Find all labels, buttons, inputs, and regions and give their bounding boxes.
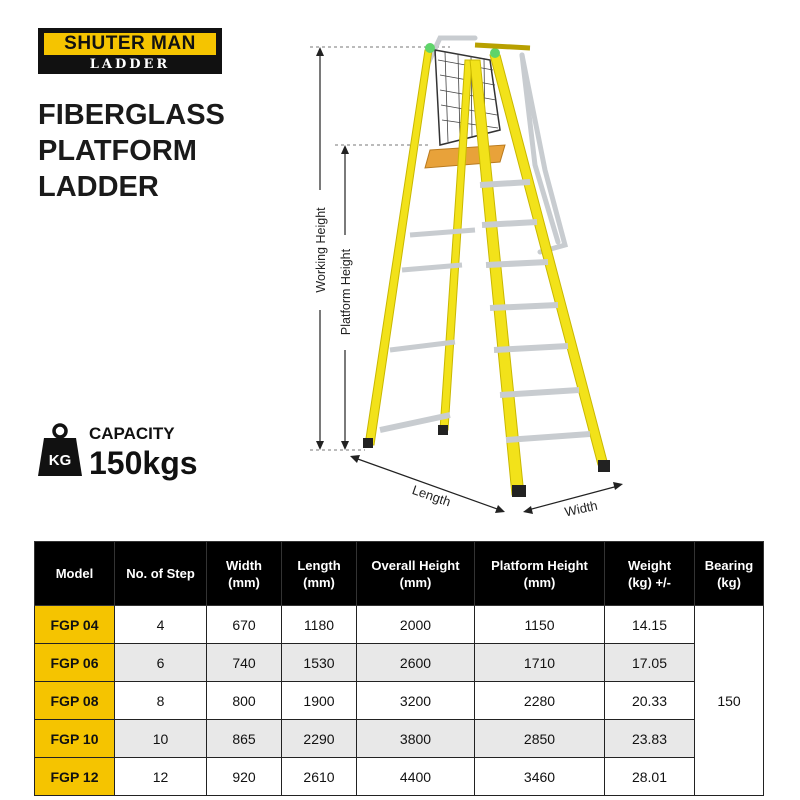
cell-overall-height: 3800 <box>357 720 475 758</box>
table-row <box>35 606 764 644</box>
width-dimension <box>523 482 623 519</box>
cell-overall-height: 2000 <box>357 606 475 644</box>
cell-steps: 4 <box>115 606 207 644</box>
cell-steps: 10 <box>115 720 207 758</box>
spec-table <box>34 541 764 796</box>
length-label: Length <box>410 482 453 510</box>
brand-name-bottom: LADDER <box>89 57 171 72</box>
header-overall-height: Overall Height (mm) <box>357 542 475 606</box>
width-label: Width <box>563 497 599 520</box>
cell-model: FGP 04 <box>35 606 115 644</box>
cell-length: 2290 <box>282 720 357 758</box>
cell-weight: 20.33 <box>605 682 695 720</box>
cell-width: 800 <box>207 682 282 720</box>
header-model: Model <box>35 542 115 606</box>
page-title <box>38 97 278 205</box>
cell-model: FGP 10 <box>35 720 115 758</box>
cap-left <box>425 43 435 53</box>
cell-platform-height: 1150 <box>475 606 605 644</box>
cell-overall-height: 4400 <box>357 758 475 796</box>
cell-length: 1900 <box>282 682 357 720</box>
cell-steps: 6 <box>115 644 207 682</box>
cell-overall-height: 2600 <box>357 644 475 682</box>
cell-length: 1530 <box>282 644 357 682</box>
working-height-label: Working Height <box>314 207 328 293</box>
cell-model: FGP 08 <box>35 682 115 720</box>
table-header-row <box>35 542 764 606</box>
brand-name-top: SHUTER MAN <box>44 33 216 55</box>
cell-width: 740 <box>207 644 282 682</box>
header-bearing: Bearing (kg) <box>695 542 764 606</box>
table-row <box>35 644 764 682</box>
cell-width: 670 <box>207 606 282 644</box>
ladder-back-legs <box>365 50 475 445</box>
cell-platform-height: 2280 <box>475 682 605 720</box>
header-width: Width (mm) <box>207 542 282 606</box>
header-length: Length (mm) <box>282 542 357 606</box>
cell-width: 920 <box>207 758 282 796</box>
title-line-2: PLATFORM <box>38 135 197 167</box>
header-steps: No. of Step <box>115 542 207 606</box>
title-line-3: LADDER <box>38 171 159 203</box>
weight-icon-text: KG <box>48 452 72 469</box>
cell-weight: 23.83 <box>605 720 695 758</box>
header-weight: Weight (kg) +/- <box>605 542 695 606</box>
cell-steps: 8 <box>115 682 207 720</box>
cell-length: 2610 <box>282 758 357 796</box>
table-row <box>35 720 764 758</box>
cell-platform-height: 2850 <box>475 720 605 758</box>
platform-height-label: Platform Height <box>339 248 353 336</box>
header-platform-height: Platform Height (mm) <box>475 542 605 606</box>
capacity-value: 150kgs <box>89 445 198 481</box>
table-row <box>35 682 764 720</box>
cell-model: FGP 12 <box>35 758 115 796</box>
cell-width: 865 <box>207 720 282 758</box>
cell-weight: 14.15 <box>605 606 695 644</box>
table-row <box>35 758 764 796</box>
cell-weight: 28.01 <box>605 758 695 796</box>
cell-overall-height: 3200 <box>357 682 475 720</box>
capacity-label: CAPACITY <box>89 424 175 443</box>
weight-icon <box>36 422 84 478</box>
ladder-front-legs <box>363 55 610 497</box>
cell-model: FGP 06 <box>35 644 115 682</box>
brand-logo <box>38 28 222 74</box>
platform-height-dimension <box>335 145 430 450</box>
ladder-diagram <box>290 20 630 525</box>
length-dimension <box>350 455 505 513</box>
cell-platform-height: 3460 <box>475 758 605 796</box>
cell-length: 1180 <box>282 606 357 644</box>
cell-bearing: 150 <box>695 606 764 796</box>
cell-platform-height: 1710 <box>475 644 605 682</box>
title-line-1: FIBERGLASS <box>38 99 225 131</box>
cell-steps: 12 <box>115 758 207 796</box>
cell-weight: 17.05 <box>605 644 695 682</box>
cap-right <box>490 48 500 58</box>
